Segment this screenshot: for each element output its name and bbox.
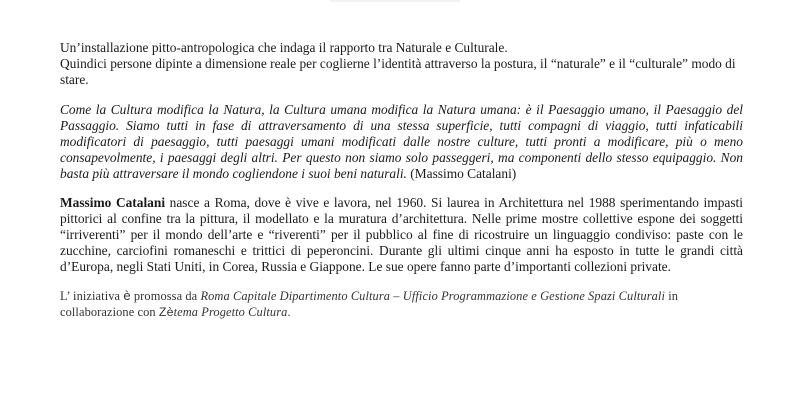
intro-paragraph: [60, 40, 743, 89]
footer-org-1: Roma Capitale Dipartimento Cultura: [200, 288, 391, 303]
document-page: [60, 40, 743, 332]
bio-paragraph: [60, 195, 743, 276]
quote-text: Come la Cultura modifica la Natura, la Cultura umana modifica la Natura umana: è il Paesaggio umano, il Paesaggio del Passaggio. Siamo tutti in fase di attraversamento di una stessa superficie, tutti compagni di viaggio, tutti infaticabili modificatori di paesaggio, tutti paesaggi umani modificati dalle nostre culture, tutti pronti a modificare, più o meno consapevolmente, i paesaggi degli altri. Per questo non siamo solo passeggeri, ma componenti dello stesso equipaggio. Non basta più attraversare il mondo cogliendone i suoi beni naturali.: [60, 101, 743, 182]
bio-text: nasce a Roma, dove è vive e lavora, nel 1960. Si laurea in Architettura nel 1988 sperimentando impasti pittorici al confine tra la pittura, il modellato e la muratura d’architettura. Nelle prime mostre collettive espone dei soggetti “irriverenti” per il mondo dell’arte e “riverenti” per il pubblico al fine di ricostruire un linguaggio condiviso: paste con le zucchine, carciofini romaneschi e trittici di peperoncini. Durante gli ultimi cinque anni ha esposto in tutte le grandi città d’Europa, negli Stati Uniti, in Corea, Russia e Giappone. Le sue opere fanno parte d’importanti collezioni private.: [60, 194, 743, 275]
intro-line-1: Un’installazione pitto-antropologica che indaga il rapporto tra Naturale e Culturale.: [60, 40, 508, 55]
footer-dash: –: [390, 288, 403, 303]
quote-attribution: (Massimo Catalani): [410, 166, 517, 182]
quote-paragraph: [60, 102, 743, 183]
intro-line-2: Quindici persone dipinte a dimensione reale per coglierne l’identità attraverso la postura, il “naturale” e il “culturale” modo di stare.: [60, 56, 736, 88]
footer-verb: è: [123, 287, 131, 303]
footer-collab: in collaborazione con: [60, 288, 679, 319]
footer-end: .: [287, 304, 291, 319]
footer-org-2: Ufficio Programmazione e Gestione Spazi Culturali: [402, 288, 666, 303]
artist-name: Massimo Catalani: [60, 194, 166, 210]
footer-mid: promossa da: [130, 288, 201, 303]
header-rule: [330, 0, 460, 2]
footer-credits: [60, 288, 743, 320]
footer-org-3b: tema Progetto Cultura: [173, 304, 288, 319]
footer-org-3a: Zè: [158, 304, 174, 319]
footer-lead: L’ iniziativa: [60, 288, 124, 303]
